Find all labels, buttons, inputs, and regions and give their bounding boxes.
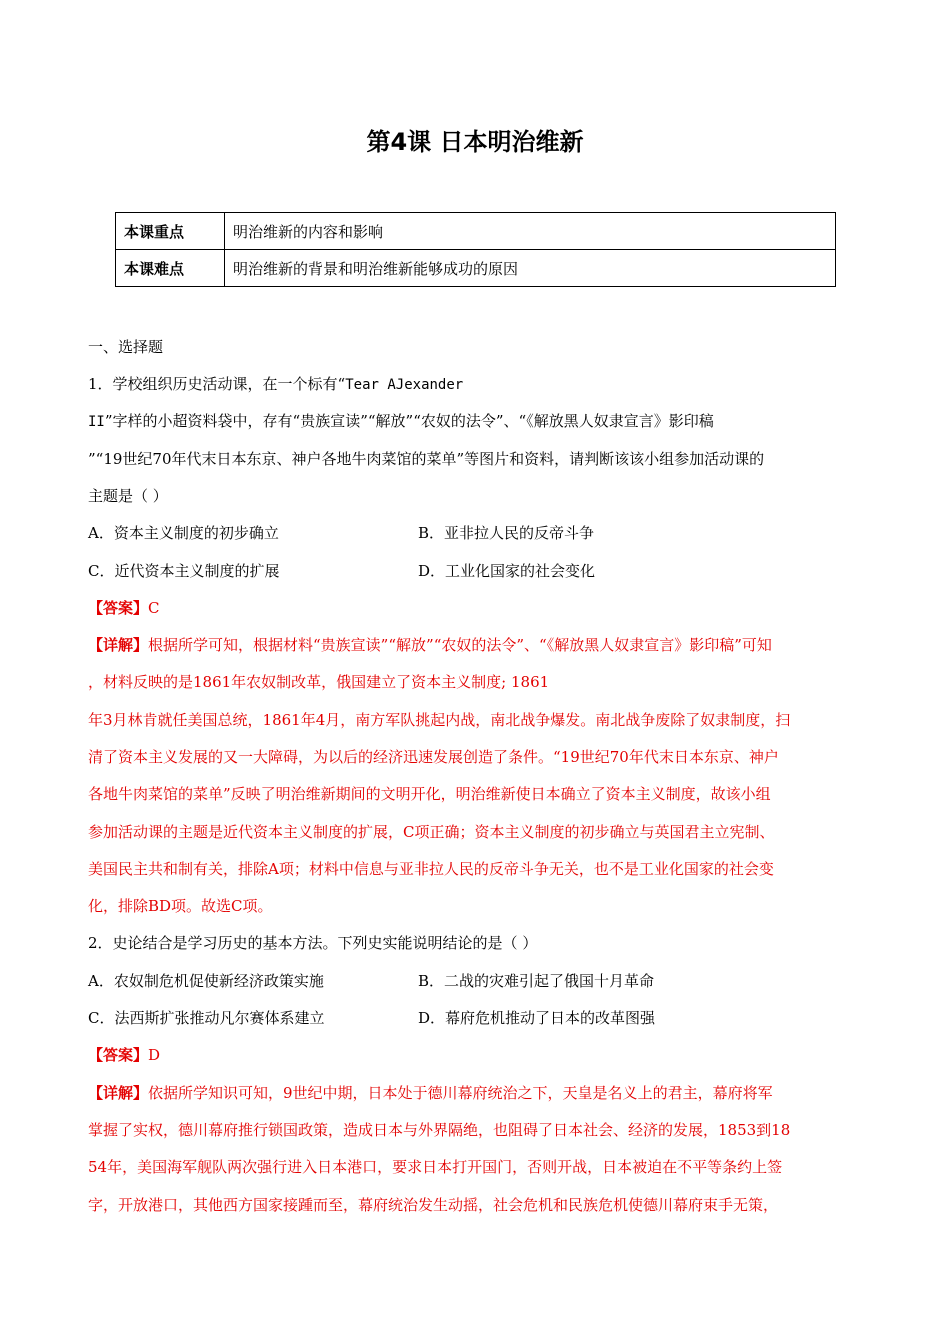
q2-option-c: C．法西斯扩张推动凡尔赛体系建立 (88, 1009, 325, 1027)
q1-detail-line: 清了资本主义发展的又一大障碍，为以后的经济迅速发展创造了条件。“19世纪70年代末日本东京、神户 (88, 748, 779, 766)
q1-detail-line: 年3月林肯就任美国总统，1861年4月，南方军队挑起内战，南北战争爆发。南北战争废除了奴隶制度，扫 (88, 711, 791, 729)
answer-value: C (148, 599, 160, 617)
detail-label: 【详解】 (88, 1084, 149, 1102)
q2-detail-line: 54年，美国海军舰队两次强行进入日本港口，要求日本打开国门，否则开战，日本被迫在不平等条约上签 (88, 1158, 783, 1176)
detail-label: 【详解】 (88, 636, 149, 654)
q1-stem-text: 1．学校组织历史活动课，在一个标有“ (88, 375, 346, 393)
q2-detail-line: 字，开放港口，其他西方国家接踵而至，幕府统治发生动摇，社会危机和民族危机使德川幕府束手无策， (88, 1196, 779, 1214)
q2-stem: 2．史论结合是学习历史的基本方法。下列史实能说明结论的是（ ） (88, 934, 538, 952)
difficulty-value: 明治维新的背景和明治维新能够成功的原因 (225, 250, 836, 287)
table-row (116, 213, 836, 250)
section-heading: 一、选择题 (88, 338, 164, 356)
key-point-label: 本课重点 (116, 213, 225, 250)
q1-option-a: A．资本主义制度的初步确立 (88, 524, 279, 542)
key-point-value: 明治维新的内容和影响 (225, 213, 836, 250)
q1-detail-line (88, 635, 868, 655)
q1-stem-line3: ”“19世纪70年代末日本东京、神户各地牛肉菜馆的菜单”等图片和资料，请判断该该小组参加活动课的 (88, 450, 765, 468)
table-row (116, 250, 836, 287)
q1-detail-line: 参加活动课的主题是近代资本主义制度的扩展，C项正确；资本主义制度的初步确立与英国君主立宪制、 (88, 823, 775, 841)
q1-option-b: B．亚非拉人民的反帝斗争 (418, 524, 595, 542)
q2-option-a: A．农奴制危机促使新经济政策实施 (88, 972, 324, 990)
q2-detail-line (88, 1083, 868, 1103)
detail-text: 根据所学可知，根据材料“贵族宣读”“解放”“农奴的法令”、“《解放黑人奴隶宣言》影印稿”可知 (148, 636, 772, 654)
q1-stem-text-2: ”字样的小超资料袋中，存有“贵族宣读”“解放”“农奴的法令”、“《解放黑人奴隶宣言》影印稿 (104, 412, 714, 430)
q1-stem-mono: Tear AJexander (345, 377, 464, 393)
q1-option-d: D．工业化国家的社会变化 (418, 562, 596, 580)
answer-label: 【答案】 (88, 1046, 149, 1064)
q2-answer (88, 1045, 868, 1065)
lesson-info-table (115, 212, 836, 287)
q1-option-c: C．近代资本主义制度的扩展 (88, 562, 280, 580)
q2-option-d: D．幕府危机推动了日本的改革图强 (418, 1009, 656, 1027)
answer-value: D (148, 1046, 161, 1064)
q1-stem-mono-2: II (88, 414, 105, 430)
q2-detail-line: 掌握了实权，德川幕府推行锁国政策，造成日本与外界隔绝，也阻碍了日本社会、经济的发展，1853到18 (88, 1121, 791, 1139)
q1-detail-line: ，材料反映的是1861年农奴制改革，俄国建立了资本主义制度; 1861 (88, 673, 550, 691)
q1-stem-line2 (88, 411, 868, 432)
detail-text: 依据所学知识可知，9世纪中期，日本处于德川幕府统治之下，天皇是名义上的君主，幕府将军 (148, 1084, 773, 1102)
q1-detail-line: 化，排除BD项。故选C项。 (88, 897, 273, 915)
q1-answer (88, 598, 868, 618)
difficulty-label: 本课难点 (116, 250, 225, 287)
q2-option-b: B．二战的灾难引起了俄国十月革命 (418, 972, 655, 990)
answer-label: 【答案】 (88, 599, 149, 617)
q1-stem-line1 (88, 374, 868, 395)
q1-detail-line: 各地牛肉菜馆的菜单”反映了明治维新期间的文明开化，明治维新使日本确立了资本主义制度，故该小组 (88, 785, 771, 803)
page-title: 第4课 日本明治维新 (366, 128, 584, 156)
q1-detail-line: 美国民主共和制有关，排除A项；材料中信息与亚非拉人民的反帝斗争无关，也不是工业化国家的社会变 (88, 860, 774, 878)
q1-stem-line4: 主题是（ ） (88, 487, 168, 505)
